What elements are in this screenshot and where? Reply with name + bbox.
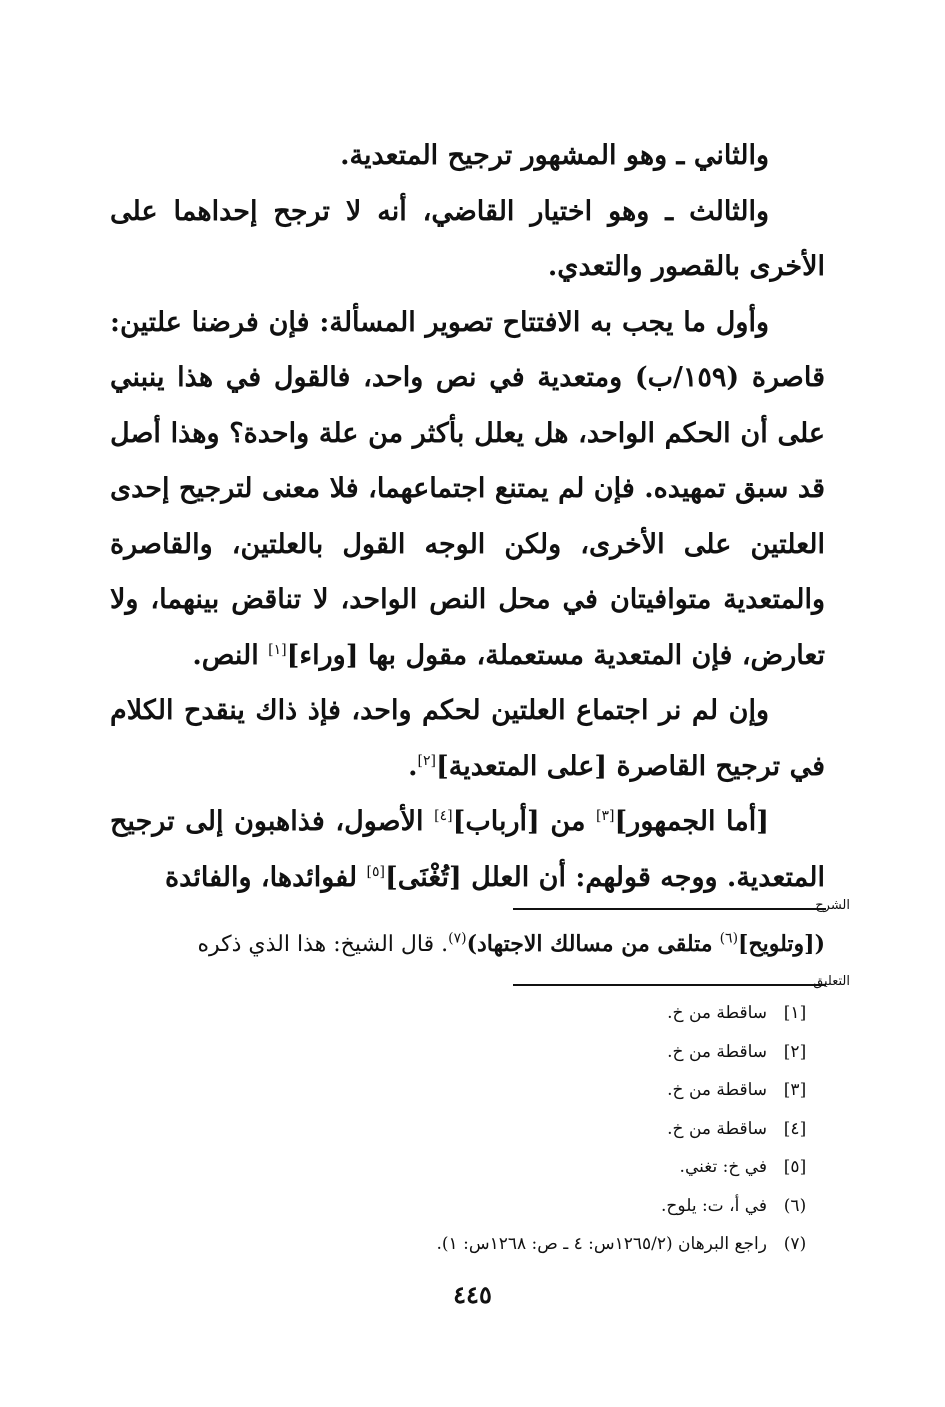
sharh-divider (110, 898, 850, 918)
footnote-ref-1[interactable]: [١] (268, 641, 287, 658)
footnote-item (223, 1148, 823, 1187)
paragraph-5-part-2: من [أرباب] (452, 806, 586, 837)
paragraph-5-part-4: لفوائدها، والفائدة (165, 861, 358, 893)
main-text (110, 128, 825, 905)
footnote-text: ساقطة من خ. (667, 1080, 767, 1101)
paragraph-4-text: وإن لم نر اجتماع العلتين لحكم واحد، فإذ ذاك ينقدح الكلام في ترجيح القاصرة [على المتعدية] (110, 695, 825, 782)
paragraph-5-part-1: [أما الجمهور] (614, 806, 770, 837)
footnote-item (223, 1110, 823, 1149)
footnote-number: [٤] (783, 1118, 807, 1139)
sharh-rest: . قال الشيخ: هذا الذي ذكره (197, 932, 449, 957)
sharh-paragraph (110, 920, 825, 969)
footnote-item (223, 1071, 823, 1110)
paragraph-1: والثاني ـ وهو المشهور ترجيح المتعدية. (340, 140, 769, 171)
footnote-number: (٧) (783, 1234, 807, 1255)
taliq-rule-line (513, 984, 826, 986)
paragraph-3 (110, 295, 825, 684)
footnote-number: (٦) (783, 1195, 807, 1216)
footnote-item (223, 1225, 823, 1264)
paragraph-3-tail: النص. (192, 639, 259, 671)
paragraph-2: والثالث ـ وهو اختيار القاضي، أنه لا ترجح إحداهما على الأخرى بالقصور والتعدي. (110, 195, 825, 282)
footnote-number: [٢] (783, 1041, 807, 1062)
paragraph-4 (110, 683, 825, 794)
paragraph-5 (110, 794, 825, 905)
footnote-text: في أ، ت: يلوح. (661, 1195, 767, 1216)
sharh-rule-line (513, 908, 826, 910)
footnote-item (223, 1187, 823, 1226)
sharh-bold-2: متلقى من مسالك الاجتهاد) (466, 931, 713, 957)
footnote-number: [٣] (783, 1080, 807, 1101)
paragraph-5-part-3: الأصول، فذاهبون إلى ترجيح المتعدية. ووجه قولهم: أن العلل [تُغْنَى] (110, 806, 825, 893)
footnote-item (223, 994, 823, 1033)
footnote-text: ساقطة من خ. (667, 1041, 767, 1062)
taliq-divider (110, 974, 850, 994)
paragraph-4-tail: . (408, 750, 418, 782)
taliq-label: التعليق (813, 974, 850, 989)
paragraph-3-text: وأول ما يجب به الافتتاح تصوير المسألة: فإن فرضنا علتين: قاصرة (١٥٩/ب) ومتعدية في نص واحد، فالقول في هذا ينبني على أن الحكم الواحد، هل يعلل بأكثر من علة واحدة؟ وهذا أصل قد سبق تمهيده. فإن لم يمتنع اجتماعهما، فلا معنى لترجيح إحدى العلتين على الأخرى، ولكن الوجه القول بالعلتين، والقاصرة والمتعدية متوافيتان في محل النص الواحد، لا تناقض بينهما، ولا تعارض، فإن المتعدية مستعملة، مقول بها [وراء] (110, 306, 825, 671)
footnote-ref-2[interactable]: [٢] (417, 752, 436, 769)
footnote-ref-3[interactable]: [٣] (596, 808, 615, 824)
footnotes-list (223, 994, 823, 1264)
footnote-ref-4[interactable]: [٤] (434, 808, 453, 824)
footnote-text: ساقطة من خ. (667, 1118, 767, 1139)
sharh-label: الشرح (815, 898, 850, 913)
footnote-item (223, 1033, 823, 1072)
sharh-bold-1: ([وتلويح] (738, 931, 825, 957)
footnote-number: [٥] (783, 1157, 807, 1178)
footnote-text: ساقطة من خ. (667, 1003, 767, 1024)
sharh-ref-7[interactable]: (٧) (448, 930, 467, 947)
sharh-ref-6[interactable]: (٦) (719, 930, 739, 947)
footnote-text: في خ: تغني. (679, 1157, 767, 1178)
footnote-number: [١] (783, 1003, 807, 1024)
sharh-section (110, 920, 825, 969)
page-number: ٤٤٥ (453, 1280, 492, 1309)
footnote-ref-5[interactable]: [٥] (366, 863, 385, 880)
footnote-text: راجع البرهان (١٢٦٥/٢س: ٤ ـ ص: ١٢٦٨س: ١). (436, 1234, 767, 1255)
